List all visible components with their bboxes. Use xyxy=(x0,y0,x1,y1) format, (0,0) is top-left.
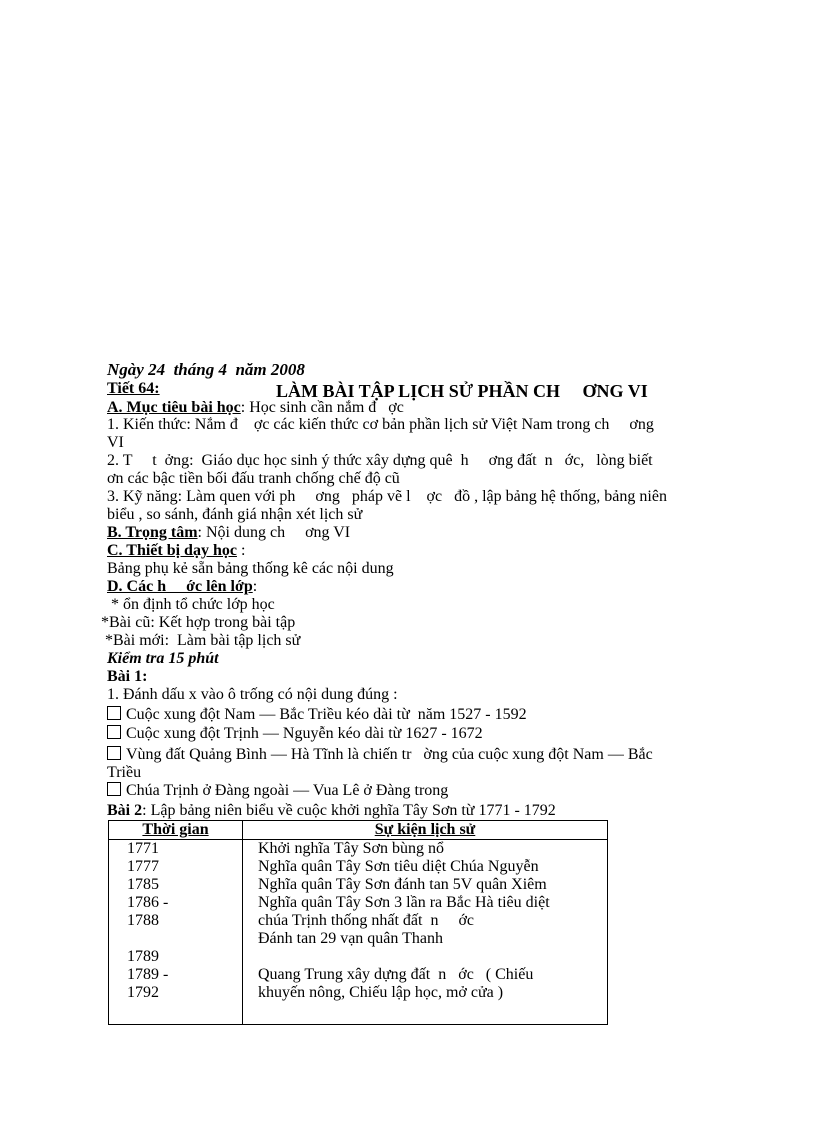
quiz-heading: Kiểm tra 15 phút xyxy=(107,650,219,667)
date-line: Ngày 24 tháng 4 năm 2008 xyxy=(107,360,305,379)
section-b-text: : Nội dung ch ơng VI xyxy=(197,524,351,541)
table-row: 1792 khuyến nông, Chiếu lập học, mở cửa ) xyxy=(109,984,608,1002)
table-row: 1788 chúa Trịnh thống nhất đất n ớc xyxy=(109,912,608,930)
table-header xyxy=(109,821,608,840)
table-row: 1789 xyxy=(109,948,608,966)
table-row: Đánh tan 29 vạn quân Thanh xyxy=(109,930,608,948)
option-1[interactable]: Cuộc xung đột Nam — Bắc Triều kéo dài từ năm 1527 - 1592 xyxy=(107,706,527,724)
checkbox-icon[interactable] xyxy=(107,706,121,720)
section-b-heading: B. Trọng tâm xyxy=(107,524,198,541)
timeline-table xyxy=(108,820,608,1025)
table-row: 1786 - Nghĩa quân Tây Sơn 3 lần ra Bắc Hà tiêu diệt xyxy=(109,894,608,912)
section-b xyxy=(107,524,350,542)
objective-3: 3. Kỹ năng: Làm quen với ph ơng pháp vẽ l ợc đồ , lập bảng hệ thống, bảng niên biểu , so sánh, đánh giá nhận xét lịch sử xyxy=(107,488,667,523)
bai2-label: Bài 2 xyxy=(107,802,143,819)
header-event: Sự kiện lịch sử xyxy=(243,821,608,840)
section-c-line: Bảng phụ kẻ sẵn bảng thống kê các nội dung xyxy=(107,560,394,577)
table-row: 1785 Nghĩa quân Tây Sơn đánh tan 5V quân Xiêm xyxy=(109,876,608,894)
option-3-cont: Triều xyxy=(107,764,142,781)
checkbox-icon[interactable] xyxy=(107,746,121,760)
lesson-number: Tiết 64: xyxy=(107,380,160,397)
option-4[interactable]: Chúa Trịnh ở Đàng ngoài — Vua Lê ở Đàng trong xyxy=(107,782,448,800)
section-c-heading: C. Thiết bị dạy học xyxy=(107,542,237,559)
checkbox-icon[interactable] xyxy=(107,782,121,796)
section-a-text: : Học sinh cần nắm đ ợc xyxy=(240,399,404,416)
page-title: LÀM BÀI TẬP LỊCH SỬ PHẦN CH ƠNG VI xyxy=(276,381,648,401)
quiz-instruction: 1. Đánh dấu x vào ô trống có nội dung đúng : xyxy=(107,686,398,703)
section-c: C. Thiết bị dạy học : xyxy=(107,542,246,559)
option-2[interactable]: Cuộc xung đột Trịnh — Nguyễn kéo dài từ 1627 - 1672 xyxy=(107,725,483,743)
step-1: * ổn định tổ chức lớp học xyxy=(107,596,275,613)
bai2: Bài 2: Lập bảng niên biểu về cuộc khởi nghĩa Tây Sơn từ 1771 - 1792 xyxy=(107,802,556,819)
table-row: 1771 Khởi nghĩa Tây Sơn bùng nổ xyxy=(109,840,608,859)
table-row: 1777 Nghĩa quân Tây Sơn tiêu diệt Chúa Nguyễn xyxy=(109,858,608,876)
checkbox-icon[interactable] xyxy=(107,725,121,739)
section-a xyxy=(107,399,404,417)
section-d: D. Các h ớc lên lớp: xyxy=(107,578,258,595)
table-row xyxy=(109,1002,608,1025)
option-3[interactable]: Vùng đất Quảng Bình — Hà Tĩnh là chiến tr ờng của cuộc xung đột Nam — Bắc xyxy=(107,746,653,764)
header-time: Thời gian xyxy=(109,821,243,840)
step-3: *Bài mới: Làm bài tập lịch sử xyxy=(101,632,301,649)
step-2: *Bài cũ: Kết hợp trong bài tập xyxy=(101,614,296,631)
table-row: 1789 - Quang Trung xây dựng đất n ớc ( Chiếu xyxy=(109,966,608,984)
objective-2: 2. T t ởng: Giáo dục học sinh ý thức xây dựng quê h ơng đất n ớc, lòng biết ơn các bậc tiền bối đấu tranh chống chế độ cũ xyxy=(107,452,653,487)
bai1-label: Bài 1: xyxy=(107,668,148,685)
section-a-heading: A. Mục tiêu bài học xyxy=(107,399,241,416)
section-d-heading: D. Các h ớc lên lớp xyxy=(107,578,253,595)
objective-1: 1. Kiến thức: Nắm đ ợc các kiến thức cơ bản phần lịch sử Việt Nam trong ch ơng VI xyxy=(107,416,654,451)
